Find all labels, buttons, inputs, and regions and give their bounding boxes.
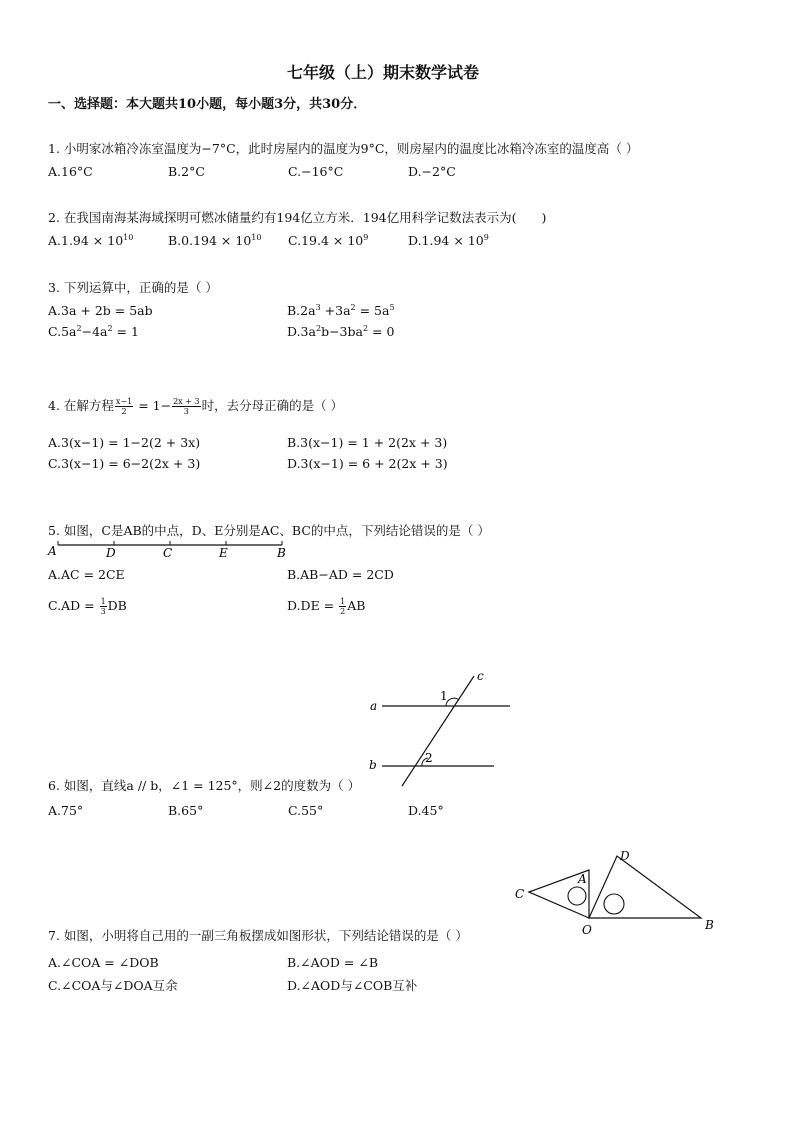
question-5-option-d: D.DE = $\frac{1}{2}$ AB xyxy=(287,597,366,616)
question-6-option-a: A.75° xyxy=(48,803,84,818)
point-label-e: E xyxy=(219,546,228,560)
angle-1-label: 1 xyxy=(440,689,448,703)
question-2-option-a: $A.1.94 \times 10^{10}$ xyxy=(48,233,134,248)
vertex-label-b: B xyxy=(705,918,714,932)
question-6-option-c: C.55° xyxy=(288,803,324,818)
question-3-stem: 3. 下列运算中，正确的是（ ） xyxy=(48,280,218,295)
question-4-option-c: C.3(x−1) = 6−2(2x + 3) xyxy=(48,456,201,471)
question-4-option-a: A.3(x−1) = 1−2(2 + 3x) xyxy=(48,435,201,450)
question-6-stem: 6. 如图，直线a // b，∠1 = 125°，则∠2的度数为（ ） xyxy=(48,778,361,793)
vertex-label-c: C xyxy=(515,887,525,901)
page-title: 七年级（上）期末数学试卷 xyxy=(287,63,480,82)
line-label-b: b xyxy=(369,758,377,772)
line-label-c: c xyxy=(477,669,484,683)
question-3-option-d: $D.3a^2b-3ba^2 = 0$ xyxy=(287,324,395,339)
vertex-label-o: O xyxy=(582,923,592,937)
question-7-stem: 7. 如图，小明将自己用的一副三角板摆成如图形状，下列结论错误的是（ ） xyxy=(48,928,468,943)
point-label-d: D xyxy=(106,546,116,560)
triangle-rulers-figure xyxy=(505,842,725,942)
question-1-option-b: B.2°C xyxy=(168,164,205,179)
question-1-option-c: C.−16°C xyxy=(288,164,344,179)
question-2-stem: 2. 在我国南海某海域探明可燃冰储量约有194亿立方米．194亿用科学记数法表示为( ) xyxy=(48,210,547,225)
question-5-option-b: B.AB−AD = 2CD xyxy=(287,567,394,582)
point-label-c: C xyxy=(163,546,173,560)
question-6-option-d: D.45° xyxy=(408,803,444,818)
question-6-option-b: B.65° xyxy=(168,803,204,818)
parallel-lines-figure xyxy=(360,668,520,790)
question-2-option-d: $D.1.94 \times 10^9$ xyxy=(408,233,489,248)
question-7-option-b: B.∠AOD = ∠B xyxy=(287,955,379,970)
question-3-option-b: $B.2a^3 +3a^2 = 5a^5$ xyxy=(287,303,395,318)
question-5-option-c: C.AD = $\frac{1}{3}$ DB xyxy=(48,597,127,616)
section-heading: 一、选择题：本大题共10小题，每小题3分，共30分． xyxy=(48,97,367,112)
vertex-label-d: D xyxy=(620,849,630,863)
question-5-stem: 5. 如图，C是AB的中点，D、E分别是AC、BC的中点，下列结论错误的是（ ） xyxy=(48,523,490,538)
angle-2-label: 2 xyxy=(425,751,433,765)
question-7-option-d: D.∠AOD与∠COB互补 xyxy=(287,978,418,993)
segment-figure xyxy=(44,536,294,560)
question-1-option-d: D.−2°C xyxy=(408,164,456,179)
question-7-option-a: A.∠COA = ∠DOB xyxy=(48,955,159,970)
question-5-option-a: A.AC = 2CE xyxy=(48,567,125,582)
question-3-option-a: A.3a + 2b = 5ab xyxy=(48,303,153,318)
point-label-a: A xyxy=(48,544,57,558)
question-2-option-c: $C.19.4 \times 10^9$ xyxy=(288,233,369,248)
question-4-stem: 4. 在解方程 $\frac{x-1}{2}$ = 1− $\frac{2x + 3}{3}$ 时，去分母正确的是（ ） xyxy=(48,397,344,416)
fraction-2: $\frac{2x + 3}{3}$ xyxy=(173,397,200,416)
question-1-option-a: A.16°C xyxy=(48,164,93,179)
vertex-label-a: A xyxy=(578,872,587,886)
fraction-1: $\frac{x-1}{2}$ xyxy=(115,397,133,416)
line-label-a: a xyxy=(370,699,378,713)
question-3-option-c: $C.5a^2-4a^2 = 1$ xyxy=(48,324,139,339)
question-7-option-c: C.∠COA与∠DOA互余 xyxy=(48,978,178,993)
question-2-option-b: $B.0.194 \times 10^{10}$ xyxy=(168,233,262,248)
question-4-option-d: D.3(x−1) = 6 + 2(2x + 3) xyxy=(287,456,448,471)
point-label-b: B xyxy=(277,546,286,560)
question-4-option-b: B.3(x−1) = 1 + 2(2x + 3) xyxy=(287,435,448,450)
question-1-stem: 1. 小明家冰箱冷冻室温度为−7°C，此时房屋内的温度为9°C，则房屋内的温度比冰箱冷冻室的温度高（ ） xyxy=(48,141,639,156)
